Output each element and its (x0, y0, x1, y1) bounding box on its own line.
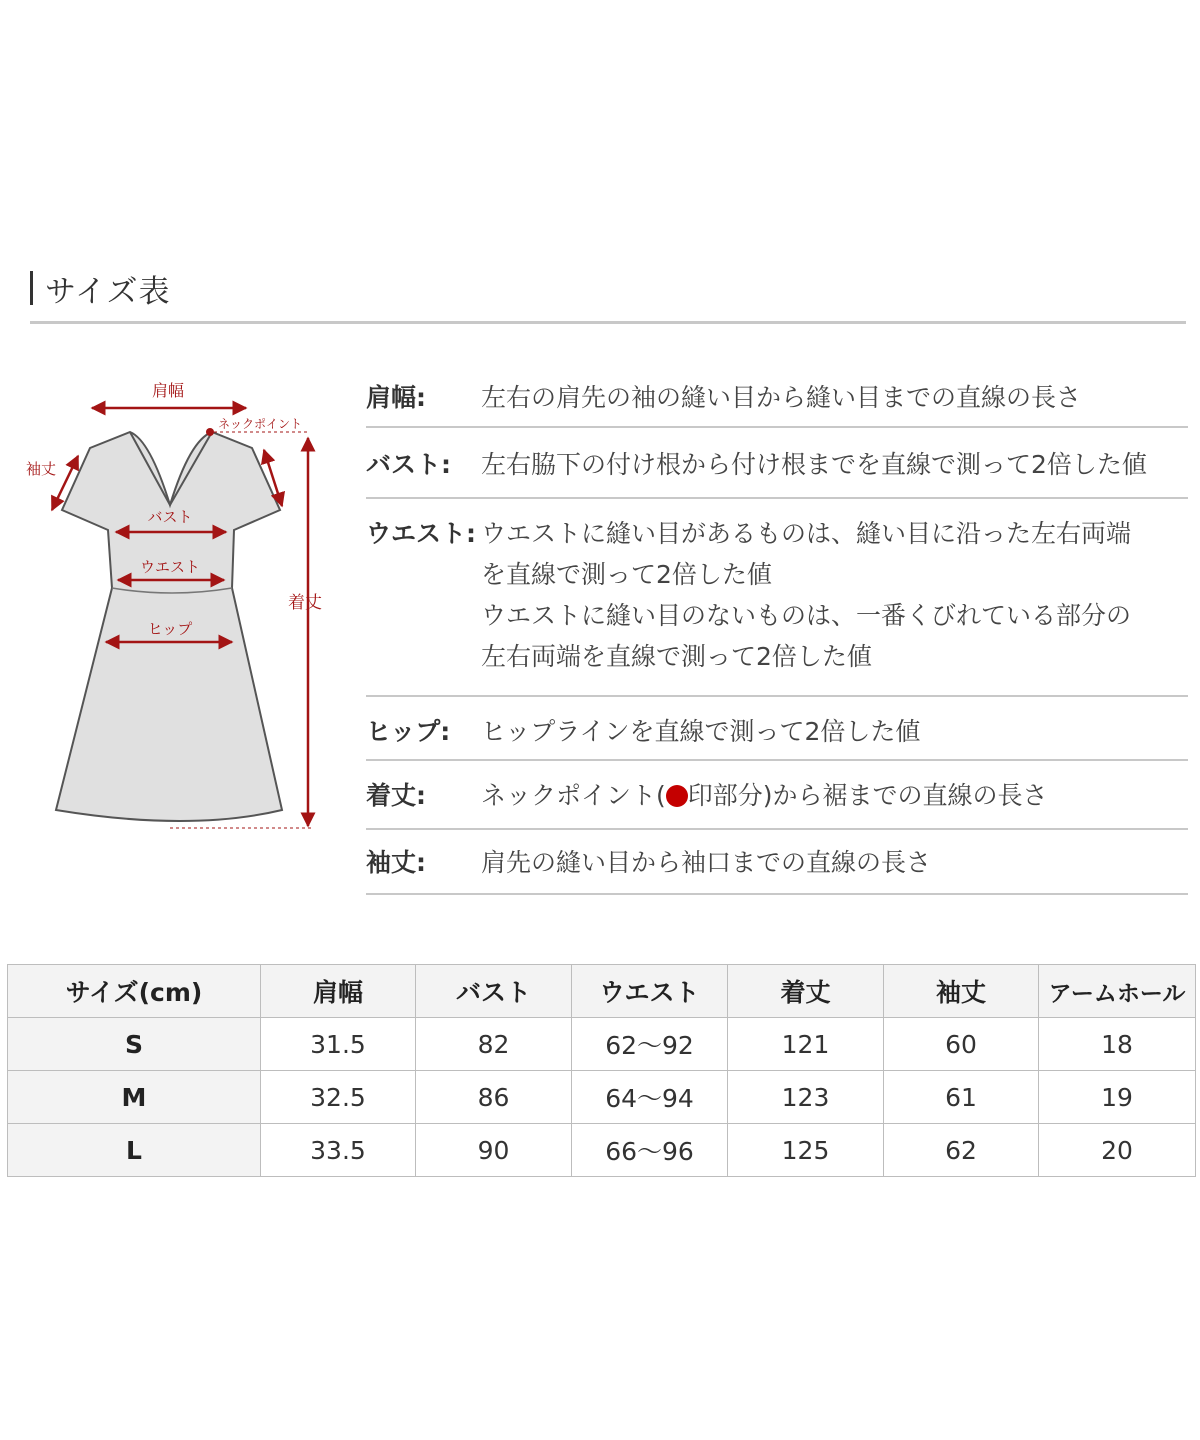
definition-line: 印部分)から裾までの直線の長さ (687, 781, 1048, 810)
col-header-sleeve: 袖丈 (884, 965, 1039, 1018)
garment-diagram (20, 370, 340, 840)
definition-line: ネックポイント( (481, 781, 666, 810)
neck-point-dot-icon (666, 785, 688, 807)
size-table (7, 964, 1196, 1177)
table-cell: 86 (416, 1071, 572, 1124)
col-header-length: 着丈 (728, 965, 884, 1018)
table-cell: 20 (1039, 1124, 1196, 1177)
definition-line: ヒップラインを直線で測って2倍した値 (481, 717, 921, 746)
definition-row-shoulder (366, 365, 1188, 428)
neck-point-label: ネックポイント (218, 417, 303, 431)
table-cell: 62〜92 (572, 1018, 728, 1071)
definition-row-waist (366, 499, 1188, 697)
definition-row-length (366, 761, 1188, 830)
table-cell: 33.5 (261, 1124, 416, 1177)
table-cell: 66〜96 (572, 1124, 728, 1177)
definition-term: バスト: (366, 450, 451, 479)
table-header-row (8, 965, 1196, 1018)
table-cell: 60 (884, 1018, 1039, 1071)
page-title: サイズ表 (45, 273, 171, 310)
definition-line: 左右脇下の付け根から付け根までを直線で測って2倍した値 (481, 450, 1147, 479)
table-cell-size: S (8, 1018, 261, 1071)
definition-term: 袖丈: (366, 848, 426, 877)
table-cell-size: M (8, 1071, 261, 1124)
table-cell-size: L (8, 1124, 261, 1177)
table-row (8, 1124, 1196, 1177)
definition-term: 肩幅: (366, 383, 426, 412)
definition-term: 着丈: (366, 781, 426, 810)
waist-label: ウエスト (139, 558, 201, 576)
table-cell: 61 (884, 1071, 1039, 1124)
hip-label: ヒップ (147, 620, 193, 638)
shoulder-label: 肩幅 (151, 381, 185, 400)
table-row (8, 1071, 1196, 1124)
definition-row-bust (366, 428, 1188, 499)
col-header-shoulder: 肩幅 (261, 965, 416, 1018)
length-label: 着丈 (288, 593, 322, 613)
definition-line: ウエストに縫い目のないものは、一番くびれている部分の (481, 601, 1132, 630)
definition-term: ヒップ: (366, 717, 451, 746)
definition-row-sleeve (366, 830, 1188, 895)
title-bar (30, 271, 33, 305)
col-header-armhole: アームホール (1039, 965, 1196, 1018)
table-cell: 62 (884, 1124, 1039, 1177)
definition-line: 左右の肩先の袖の縫い目から縫い目までの直線の長さ (481, 383, 1082, 412)
definition-line: を直線で測って2倍した値 (481, 560, 772, 589)
section-title (30, 266, 171, 310)
definition-desc (481, 711, 920, 759)
definition-desc (481, 444, 1147, 497)
definition-desc (481, 377, 1081, 426)
definition-term: ウエスト: (366, 519, 476, 548)
definition-line: ウエストに縫い目があるものは、縫い目に沿った左右両端 (481, 519, 1132, 548)
col-header-size: サイズ(cm) (8, 965, 261, 1018)
table-cell: 18 (1039, 1018, 1196, 1071)
table-cell: 125 (728, 1124, 884, 1177)
neck-point-marker (206, 428, 214, 436)
table-cell: 82 (416, 1018, 572, 1071)
table-cell: 19 (1039, 1071, 1196, 1124)
table-cell: 31.5 (261, 1018, 416, 1071)
table-cell: 90 (416, 1124, 572, 1177)
definition-line: 左右両端を直線で測って2倍した値 (481, 642, 872, 671)
col-header-waist: ウエスト (572, 965, 728, 1018)
definition-desc (481, 842, 931, 893)
title-divider (30, 321, 1186, 324)
measurement-definitions (366, 365, 1188, 895)
table-cell: 121 (728, 1018, 884, 1071)
sleeve-label: 袖丈 (26, 460, 57, 478)
garment-diagram-svg (20, 370, 340, 840)
table-cell: 123 (728, 1071, 884, 1124)
definition-row-hip (366, 697, 1188, 761)
definition-desc (481, 775, 1048, 828)
definition-line: 肩先の縫い目から袖口までの直線の長さ (481, 848, 932, 877)
table-row (8, 1018, 1196, 1071)
definition-desc (481, 513, 1131, 695)
table-cell: 32.5 (261, 1071, 416, 1124)
table-cell: 64〜94 (572, 1071, 728, 1124)
bust-label: バスト (147, 508, 193, 526)
col-header-bust: バスト (416, 965, 572, 1018)
